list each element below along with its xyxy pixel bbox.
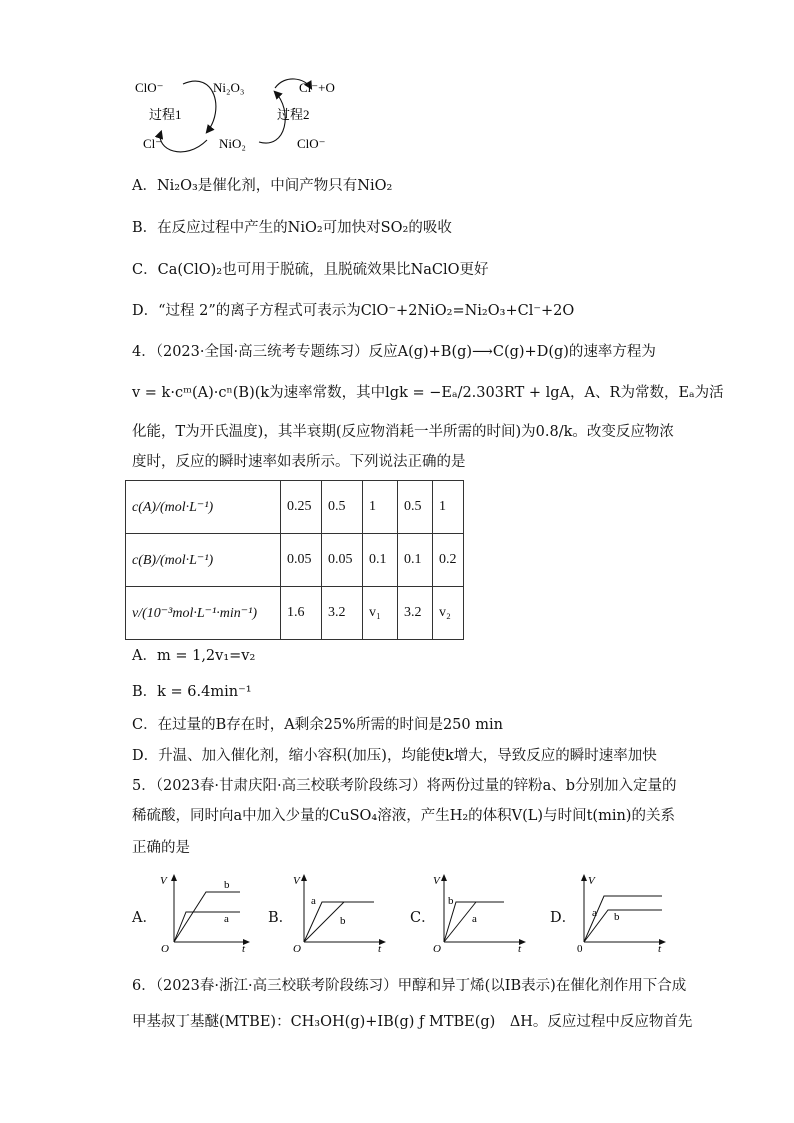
cycle-left-bottom: Cl⁻ bbox=[143, 136, 163, 151]
q5-option-b-label: B． bbox=[268, 910, 294, 926]
q4-option-c: C．在过量的B存在时，A剩余25%所需的时间是250 min bbox=[132, 717, 503, 733]
axis-y-label: V bbox=[433, 875, 440, 887]
table-cell: 0.05 bbox=[322, 534, 363, 587]
table-cell: 3.2 bbox=[398, 587, 433, 640]
q4-stem-line1: 4．（2023·全国·高三统考专题练习）反应A(g)+B(g)⟶C(g)+D(g)的速率方程为 bbox=[132, 344, 656, 360]
table-cell: 1 bbox=[433, 481, 464, 534]
q5-graph-d bbox=[574, 872, 666, 955]
cycle-left-top: ClO⁻ bbox=[135, 80, 164, 95]
series-label: b bbox=[340, 915, 346, 927]
origin-label: O bbox=[433, 943, 441, 955]
q4-stem-line2: v = k·cᵐ(A)·cⁿ(B)(k为速率常数，其中lgk = −Eₐ/2.303RT + lgA，A、R为常数，Eₐ为活 bbox=[132, 385, 724, 401]
process1-arrow bbox=[183, 81, 216, 132]
axis-x-label: t bbox=[658, 943, 662, 955]
q3-option-d: D．“过程 2”的离子方程式可表示为ClO⁻+2NiO₂=Ni₂O₃+Cl⁻+2O bbox=[132, 303, 575, 319]
curve-b bbox=[304, 902, 344, 942]
series-label: b bbox=[448, 895, 454, 907]
row-header-cA: c(A)/(mol·L⁻¹) bbox=[126, 481, 281, 534]
table-cell: 3.2 bbox=[322, 587, 363, 640]
series-label: a bbox=[472, 913, 477, 925]
cycle-left-mid: 过程1 bbox=[149, 107, 182, 122]
axis-y-label: V bbox=[160, 875, 167, 887]
q5-option-c-label: C． bbox=[410, 910, 436, 926]
curve-a bbox=[304, 902, 374, 942]
q5-stem-line1: 5．（2023春·甘肃庆阳·高三校联考阶段练习）将两份过量的锌粉a、b分别加入定量的 bbox=[132, 778, 677, 794]
table-cell: 1.6 bbox=[281, 587, 322, 640]
row-header-rate: v/(10⁻³mol·L⁻¹·min⁻¹) bbox=[126, 587, 281, 640]
table-cell: 0.1 bbox=[363, 534, 398, 587]
axis-y-label: V bbox=[293, 875, 300, 887]
table-row bbox=[126, 534, 464, 587]
cycle-right-top: Cl⁻+O bbox=[299, 80, 335, 95]
row-header-cB: c(B)/(mol·L⁻¹) bbox=[126, 534, 281, 587]
process1-return-arrow bbox=[160, 132, 207, 152]
table-cell: v₂ bbox=[433, 587, 464, 640]
origin-label: O bbox=[293, 943, 301, 955]
q3-option-b: B．在反应过程中产生的NiO₂可加快对SO₂的吸收 bbox=[132, 220, 452, 236]
table-cell: 0.5 bbox=[322, 481, 363, 534]
q5-graph-c bbox=[433, 872, 526, 955]
catalytic-cycle-diagram bbox=[125, 70, 355, 160]
origin-label: 0 bbox=[577, 943, 583, 955]
q4-stem-line3: 化能，T为开氏温度)，其半衰期(反应物消耗一半所需的时间)为0.8/k。改变反应物浓 bbox=[132, 424, 674, 440]
q3-option-c: C．Ca(ClO)₂也可用于脱硫，且脱硫效果比NaClO更好 bbox=[132, 262, 489, 278]
origin-label: O bbox=[161, 943, 169, 955]
table-row bbox=[126, 587, 464, 640]
series-label: b bbox=[224, 879, 230, 891]
q5-option-d-label: D． bbox=[550, 910, 577, 926]
table-cell: 0.05 bbox=[281, 534, 322, 587]
table-cell: 0.2 bbox=[433, 534, 464, 587]
axis-x-label: t bbox=[378, 943, 382, 955]
table-cell: 0.25 bbox=[281, 481, 322, 534]
table-cell: 0.1 bbox=[398, 534, 433, 587]
cycle-center-bottom: NiO₂ bbox=[219, 136, 246, 151]
table-row bbox=[126, 481, 464, 534]
q5-stem-line3: 正确的是 bbox=[132, 840, 190, 856]
cycle-right-mid: 过程2 bbox=[277, 107, 310, 122]
rate-table bbox=[125, 480, 464, 640]
table-cell: 1 bbox=[363, 481, 398, 534]
q5-stem-line2: 稀硫酸，同时向a中加入少量的CuSO₄溶液，产生H₂的体积V(L)与时间t(min)的关系 bbox=[132, 808, 675, 824]
table-cell: v₁ bbox=[363, 587, 398, 640]
q4-option-d: D．升温、加入催化剂，缩小容积(加压)，均能使k增大，导致反应的瞬时速率加快 bbox=[132, 748, 657, 764]
series-label: a bbox=[592, 907, 597, 919]
curve-a bbox=[584, 896, 662, 942]
q4-option-b: B．k = 6.4min⁻¹ bbox=[132, 684, 252, 700]
q5-graph-b bbox=[293, 872, 386, 955]
axis-x-label: t bbox=[242, 943, 246, 955]
series-label: a bbox=[311, 895, 316, 907]
q4-option-a: A．m = 1,2v₁=v₂ bbox=[132, 648, 256, 664]
q6-stem-line2: 甲基叔丁基醚(MTBE)：CH₃OH(g)+IB(g) ƒ MTBE(g) ΔH。反应过程中反应物首先 bbox=[132, 1014, 693, 1030]
q6-stem-line1: 6．（2023春·浙江·高三校联考阶段练习）甲醇和异丁烯(以IB表示)在催化剂作用下合成 bbox=[132, 978, 687, 994]
cycle-right-bottom: ClO⁻ bbox=[297, 136, 326, 151]
axis-x-label: t bbox=[518, 943, 522, 955]
cycle-center-top: Ni₂O₃ bbox=[213, 80, 245, 95]
series-label: a bbox=[224, 913, 229, 925]
axis-y-label: V bbox=[588, 875, 595, 887]
q5-graph-a bbox=[158, 872, 250, 955]
q3-option-a: A．Ni₂O₃是催化剂，中间产物只有NiO₂ bbox=[132, 178, 393, 194]
q4-stem-line4: 度时，反应的瞬时速率如表所示。下列说法正确的是 bbox=[132, 454, 466, 470]
table-cell: 0.5 bbox=[398, 481, 433, 534]
series-label: b bbox=[614, 911, 620, 923]
q5-option-a-label: A． bbox=[132, 910, 157, 926]
